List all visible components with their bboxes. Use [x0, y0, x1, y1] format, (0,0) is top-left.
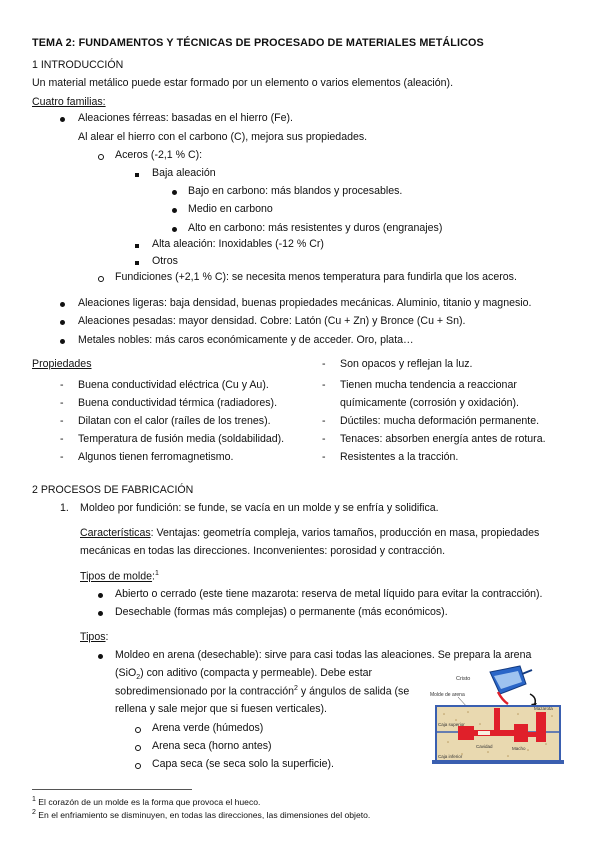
property-item: Buena conductividad térmica (radiadores).	[78, 397, 278, 409]
dry-skin-item: Capa seca (se seca solo la superficie).	[152, 758, 334, 770]
footnote-text: El corazón de un molde es la forma que provoca el hueco.	[35, 796, 261, 807]
subscript: 2	[136, 674, 141, 682]
dash: -	[322, 415, 326, 427]
characteristics-text: : Ventajas: geometría compleja, varios tamaños, producción en masa, propiedades	[150, 527, 540, 539]
sand-casting-line4: rellena y sale mejor que si fuesen verticales).	[115, 703, 327, 715]
property-item: Dúctiles: mucha deformación permanente.	[340, 415, 540, 427]
dash: -	[60, 379, 64, 391]
mold-types-label-line	[80, 570, 159, 583]
light-alloys-item: Aleaciones ligeras: baja densidad, buenas propiedades mecánicas. Aluminio, titanio y magnesio.	[78, 297, 532, 309]
footnote-1	[32, 796, 260, 807]
footnote-ref: 1	[155, 570, 159, 577]
sand-text: sobredimensionado por la contracción	[115, 685, 295, 698]
sand-text: ) con aditivo (compacta y permeable). Debe estar	[140, 667, 373, 679]
label-drag: Caja inferior	[438, 754, 463, 759]
property-item: Tenaces: absorben energía antes de rotura.	[340, 433, 546, 445]
medium-carbon-item: Medio en carbono	[188, 203, 273, 215]
high-carbon-item: Alto en carbono: más resistentes y duros (engranajes)	[188, 222, 443, 234]
sand-text: y ángulos de salida (se	[297, 685, 410, 698]
section-heading-intro: 1 INTRODUCCIÓN	[32, 59, 124, 71]
dash: -	[60, 415, 64, 427]
cast-iron-item: Fundiciones (+2,1 % C): se necesita menos temperatura para fundirla que los aceros.	[115, 271, 517, 283]
label-cavity: Cavidad	[476, 744, 493, 749]
footnote-separator	[32, 789, 192, 790]
section-heading-processes: 2 PROCESOS DE FABRICACIÓN	[32, 484, 194, 496]
bullet-dot	[60, 117, 65, 122]
bullet-dot	[98, 654, 103, 659]
bullet-square	[135, 261, 139, 265]
high-alloy-item: Alta aleación: Inoxidables (-12 % Cr)	[152, 238, 324, 250]
bullet-dot	[60, 302, 65, 307]
dash: -	[322, 379, 326, 391]
property-item: Temperatura de fusión media (soldabilidad).	[78, 433, 285, 445]
heavy-alloys-item: Aleaciones pesadas: mayor densidad. Cobre: Latón (Cu + Zn) y Bronce (Cu + Sn).	[78, 315, 466, 327]
footnote-number: 2	[32, 809, 36, 816]
mold-types-label: Tipos de molde	[80, 570, 153, 583]
characteristics-line1	[80, 527, 539, 539]
footnote-number: 1	[32, 796, 36, 803]
sand-casting-figure	[428, 664, 570, 766]
ladle-icon	[490, 666, 532, 704]
sand-casting-line3	[115, 685, 409, 698]
label-cope: Caja superior	[438, 722, 465, 727]
footnote-text: En el enfriamiento se disminuyen, en todas las direcciones, las dimensiones del objeto.	[35, 809, 371, 820]
bullet-circle	[135, 727, 141, 733]
casting-item: Moldeo por fundición: se funde, se vacía en un molde y se enfría y solidifica.	[80, 502, 439, 514]
bullet-circle	[98, 154, 104, 160]
intro-text: Un material metálico puede estar formado por un elemento o varios elementos (aleación).	[32, 77, 454, 89]
others-item: Otros	[152, 255, 178, 267]
bullet-dot	[60, 320, 65, 325]
sand-casting-line2	[115, 667, 372, 681]
core	[478, 731, 490, 735]
footnote-2	[32, 809, 370, 820]
dry-sand-item: Arena seca (horno antes)	[152, 740, 272, 752]
types-colon: :	[105, 631, 109, 643]
noble-metals-item: Metales nobles: más caros económicamente y de acceder. Oro, plata…	[78, 334, 414, 346]
green-sand-item: Arena verde (húmedos)	[152, 722, 264, 734]
sand-text: (SiO	[115, 667, 137, 679]
bullet-circle	[135, 745, 141, 751]
families-label: Cuatro familias:	[32, 96, 106, 108]
mold-disposable-item: Desechable (formas más complejas) o permanente (más económicos).	[115, 606, 448, 618]
dash: -	[60, 451, 64, 463]
property-item: Buena conductividad eléctrica (Cu y Au).	[78, 379, 269, 391]
label-mold: Molde de arena	[430, 692, 465, 698]
characteristics-label: Características	[80, 527, 151, 539]
low-alloy-item: Baja aleación	[152, 167, 216, 179]
dash: -	[322, 433, 326, 445]
mold-base	[432, 760, 564, 764]
ferrous-note: Al alear el hierro con el carbono (C), mejora sus propiedades.	[78, 131, 368, 143]
footnote-ref: 2	[294, 685, 298, 692]
bullet-dot	[60, 339, 65, 344]
types-label: Tipos	[80, 631, 106, 643]
property-item: químicamente (corrosión y oxidación).	[340, 397, 519, 409]
page-title: TEMA 2: FUNDAMENTOS Y TÉCNICAS DE PROCESADO DE MATERIALES METÁLICOS	[32, 37, 484, 49]
bullet-dot	[98, 593, 103, 598]
bullet-dot	[172, 208, 177, 213]
dash: -	[322, 358, 326, 370]
types-label-line	[80, 631, 108, 643]
bullet-circle	[98, 276, 104, 282]
label-core: Macho	[512, 746, 526, 751]
property-item: Dilatan con el calor (raíles de los trenes).	[78, 415, 271, 427]
property-item: Son opacos y reflejan la luz.	[340, 358, 473, 370]
characteristics-line2: mecánicas en todas las direcciones. Inconvenientes: porosidad y contracción.	[80, 545, 446, 557]
bullet-circle	[135, 763, 141, 769]
bullet-square	[135, 244, 139, 248]
low-carbon-item: Bajo en carbono: más blandos y procesables.	[188, 185, 403, 197]
property-item: Tienen mucha tendencia a reaccionar	[340, 379, 517, 391]
mold-open-item: Abierto o cerrado (este tiene mazarota: reserva de metal líquido para evitar la contracción).	[115, 588, 543, 600]
properties-label: Propiedades	[32, 358, 92, 370]
bullet-dot	[172, 227, 177, 232]
mold-types-colon: :	[152, 570, 155, 583]
sand-casting-line1: Moldeo en arena (desechable): sirve para casi todas las aleaciones. Se prepara la arena	[115, 649, 532, 661]
item-number: 1.	[60, 502, 69, 514]
steels-item: Aceros (-2,1 % C):	[115, 149, 203, 161]
bullet-square	[135, 173, 139, 177]
ferrous-item: Aleaciones férreas: basadas en el hierro (Fe).	[78, 112, 293, 124]
label-ladle: Cristo	[456, 676, 471, 682]
bullet-dot	[98, 611, 103, 616]
property-item: Resistentes a la tracción.	[340, 451, 459, 463]
dash: -	[60, 397, 64, 409]
dash: -	[60, 433, 64, 445]
property-item: Algunos tienen ferromagnetismo.	[78, 451, 234, 463]
bullet-dot	[172, 190, 177, 195]
label-riser: Mazarota	[534, 706, 553, 711]
dash: -	[322, 451, 326, 463]
